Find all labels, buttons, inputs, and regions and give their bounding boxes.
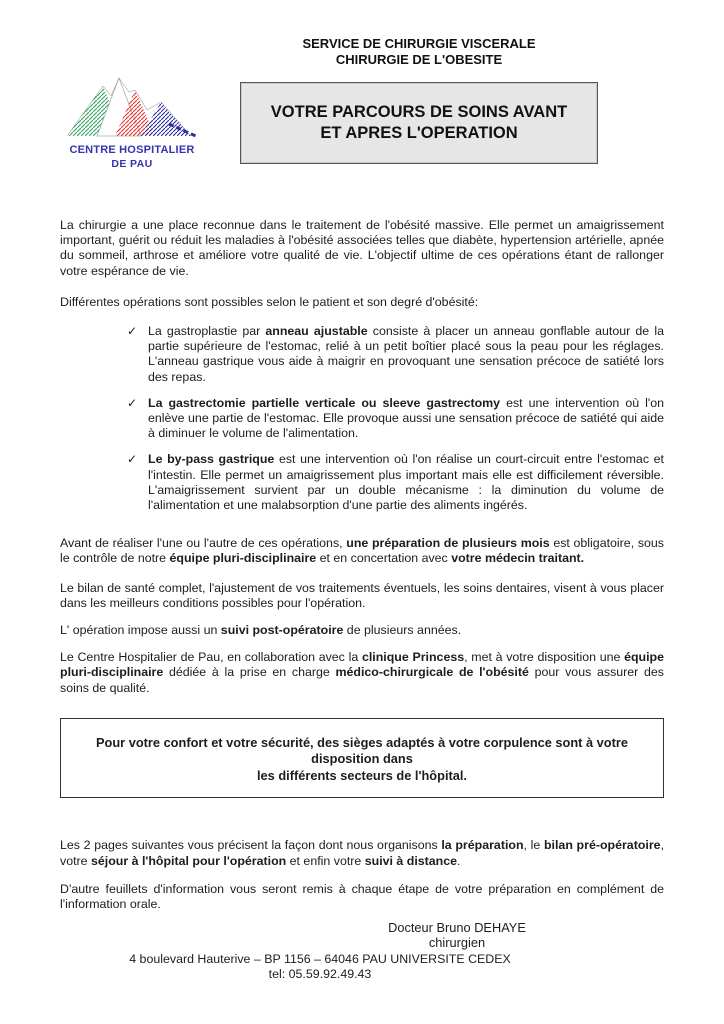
operations-list — [60, 324, 664, 513]
document-header — [240, 36, 598, 164]
checkmark-icon: ✓ — [127, 324, 138, 339]
signatory-role: chirurgien — [428, 935, 486, 951]
paragraph-bilan: Le bilan de santé complet, l'ajustement de vos traitements éventuels, les soins dentaires, visent à vous placer dans les meilleurs conditions possibles pour l'opération. — [60, 580, 664, 610]
hospital-logo — [60, 76, 204, 170]
signature-block — [250, 920, 664, 950]
list-item-text: Le by-pass gastrique est une intervention où l'on réalise un court-circuit entre l'estomac et l'intestin. Elle permet un amaigrissement plus important mais elle est difficilement réversible. L'amaigrissement survient par un double mécanisme : la diminution du volume de l'alimentation et une malabsorption d'une partie des aliments ingérés. — [148, 452, 664, 513]
footer-address: 4 boulevard Hauterive – BP 1156 – 64046 PAU UNIVERSITE CEDEX — [129, 952, 511, 966]
list-item-bypass — [60, 452, 664, 513]
title-box — [240, 82, 598, 164]
logo-subtitle: DE PAU — [111, 158, 153, 170]
footer — [60, 952, 580, 982]
paragraph-feuillets: D'autre feuillets d'information vous seront remis à chaque étape de votre préparation en complément de l'information orale. — [60, 881, 664, 911]
paragraph-list-intro: Différentes opérations sont possibles selon le patient et son degré d'obésité: — [60, 294, 479, 309]
checkmark-icon: ✓ — [127, 452, 138, 467]
footer-phone: tel: 05.59.92.49.43 — [268, 967, 372, 981]
title-line-1: VOTRE PARCOURS DE SOINS AVANT — [270, 103, 568, 121]
paragraph-pages: Les 2 pages suivantes vous précisent la façon dont nous organisons la préparation, le bilan pré-opératoire, votre séjour à l'hôpital pour l'opération et enfin votre suivi à distance. — [60, 838, 665, 868]
notice-text: Pour votre confort et votre sécurité, des sièges adaptés à votre corpulence sont à votre disposition dans les différents secteurs de l'hôpital. — [96, 734, 628, 783]
checkmark-icon: ✓ — [127, 395, 138, 410]
paragraph-suivi: L' opération impose aussi un suivi post-opératoire de plusieurs années. — [60, 623, 462, 638]
paragraph-preparation: Avant de réaliser l'une ou l'autre de ces opérations, une préparation de plusieurs mois est obligatoire, sous le contrôle de notre équipe pluri-disciplinaire et en concertation avec votre médecin traitant. — [60, 536, 664, 566]
logo-title: CENTRE HOSPITALIER — [69, 144, 195, 156]
paragraph-centre: Le Centre Hospitalier de Pau, en collaboration avec la clinique Princess, met à votre disposition une équipe pluri-disciplinaire dédiée à la prise en charge médico-chirurgicale de l'obésité pour vous assurer des soins de qualité. — [60, 650, 665, 695]
paragraph-intro: La chirurgie a une place reconnue dans le traitement de l'obésité massive. Elle permet un amaigrissement important, guérit ou réduit les maladies à l'obésité associées telles que diabète, hypertension artérielle, apnée du sommeil, arthrose et améliore votre qualité de vie. L'objectif ultime de ces opérations étant de rallonger votre espérance de vie. — [60, 218, 664, 278]
list-item-text: La gastrectomie partielle verticale ou sleeve gastrectomy est une intervention où l'on enlève une partie de l'estomac. Elle provoque aussi une sensation précoce de satiété qui aide à diminuer le volume de l'alimentation. — [148, 395, 664, 441]
document-body — [60, 218, 664, 951]
mountains-logo-icon — [65, 76, 199, 142]
list-item-gastrectomie — [60, 396, 664, 442]
list-item-text: La gastroplastie par anneau ajustable consiste à placer un anneau gonflable autour de la partie supérieure de l'estomac, relié à un petit boîtier placé sous la peau pour les réglages. L'anneau gastrique vous aide à maigrir en provoquant une sensation précoce de satiété lors des repas. — [148, 324, 664, 384]
service-line: SERVICE DE CHIRURGIE VISCERALE — [302, 36, 536, 51]
title-line-2: ET APRES L'OPERATION — [320, 124, 518, 142]
department-line: CHIRURGIE DE L'OBESITE — [335, 52, 503, 67]
signatory-name: Docteur Bruno DEHAYE — [388, 920, 526, 936]
notice-box — [60, 718, 664, 799]
list-item-gastroplastie — [60, 324, 664, 385]
